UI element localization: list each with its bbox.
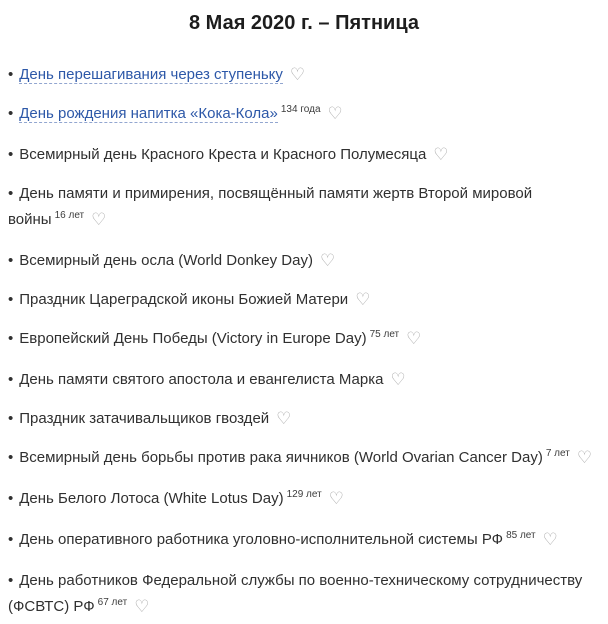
holiday-age-superscript: 129 лет	[286, 489, 322, 500]
favorite-heart-icon[interactable]: ♡	[134, 597, 150, 617]
bullet-icon: •	[8, 146, 14, 163]
favorite-heart-icon[interactable]: ♡	[433, 145, 449, 165]
favorite-heart-icon[interactable]: ♡	[542, 530, 558, 550]
holiday-age-superscript: 7 лет	[545, 448, 570, 459]
holiday-age-superscript: 85 лет	[506, 530, 536, 541]
holiday-item	[8, 406, 596, 432]
favorite-heart-icon[interactable]: ♡	[390, 370, 406, 390]
holiday-list	[0, 62, 608, 622]
holiday-text: Праздник Цареградской иконы Божией Матери	[19, 291, 349, 308]
holiday-text: День оперативного работника уголовно-исполнительной системы РФ	[19, 531, 504, 548]
favorite-heart-icon[interactable]: ♡	[327, 104, 343, 124]
holiday-item	[8, 527, 596, 555]
holiday-text: Праздник затачивальщиков гвоздей	[19, 410, 270, 427]
holiday-item	[8, 62, 596, 88]
holiday-item	[8, 142, 596, 168]
holiday-age-superscript: 16 лет	[54, 210, 85, 221]
holiday-item	[8, 287, 596, 313]
holiday-item	[8, 445, 596, 473]
bullet-icon: •	[8, 490, 14, 507]
bullet-icon: •	[8, 410, 14, 427]
page-title: 8 Мая 2020 г. – Пятница	[189, 12, 419, 34]
holiday-text: Всемирный день осла (World Donkey Day)	[19, 252, 313, 269]
holiday-text: День памяти и примирения, посвящённый памяти жертв Второй мировой войны	[8, 185, 533, 228]
favorite-heart-icon[interactable]: ♡	[328, 489, 344, 509]
holiday-text: День памяти святого апостола и евангелиста Марка	[19, 371, 384, 388]
holiday-text: День Белого Лотоса (White Lotus Day)	[19, 490, 284, 507]
holiday-item	[8, 248, 596, 274]
holiday-item	[8, 101, 596, 129]
bullet-icon: •	[8, 531, 14, 548]
holiday-age-superscript: 67 лет	[97, 597, 128, 608]
holiday-link[interactable]: День рождения напитка «Кока-Кола»	[19, 105, 278, 122]
holiday-text: Всемирный день борьбы против рака яичников (World Ovarian Cancer Day)	[19, 449, 543, 466]
bullet-icon: •	[8, 105, 14, 122]
favorite-heart-icon[interactable]: ♡	[406, 329, 422, 349]
holiday-item	[8, 181, 596, 235]
favorite-heart-icon[interactable]: ♡	[276, 409, 292, 429]
holiday-item	[8, 486, 596, 514]
bullet-icon: •	[8, 449, 14, 466]
holiday-age-superscript: 75 лет	[369, 329, 400, 340]
holiday-link[interactable]: День перешагивания через ступеньку	[19, 66, 283, 83]
holiday-age-superscript: 134 года	[280, 104, 321, 115]
favorite-heart-icon[interactable]: ♡	[289, 65, 306, 85]
holiday-text: День работников Федеральной службы по военно-техническому сотрудничеству (ФСВТС) РФ	[8, 572, 583, 615]
bullet-icon: •	[8, 66, 14, 83]
favorite-heart-icon[interactable]: ♡	[91, 210, 107, 230]
holiday-item	[8, 568, 596, 622]
bullet-icon: •	[8, 291, 14, 308]
bullet-icon: •	[8, 572, 14, 589]
holiday-item	[8, 326, 596, 354]
favorite-heart-icon[interactable]: ♡	[319, 251, 336, 271]
bullet-icon: •	[8, 252, 14, 269]
bullet-icon: •	[8, 330, 14, 347]
favorite-heart-icon[interactable]: ♡	[576, 448, 593, 468]
holiday-text: Европейский День Победы (Victory in Europe Day)	[19, 330, 367, 347]
holiday-text: Всемирный день Красного Креста и Красного Полумесяца	[19, 146, 427, 163]
holiday-item	[8, 367, 596, 393]
bullet-icon: •	[8, 185, 14, 202]
holidays-page	[0, 11, 608, 624]
favorite-heart-icon[interactable]: ♡	[355, 290, 371, 310]
bullet-icon: •	[8, 371, 14, 388]
